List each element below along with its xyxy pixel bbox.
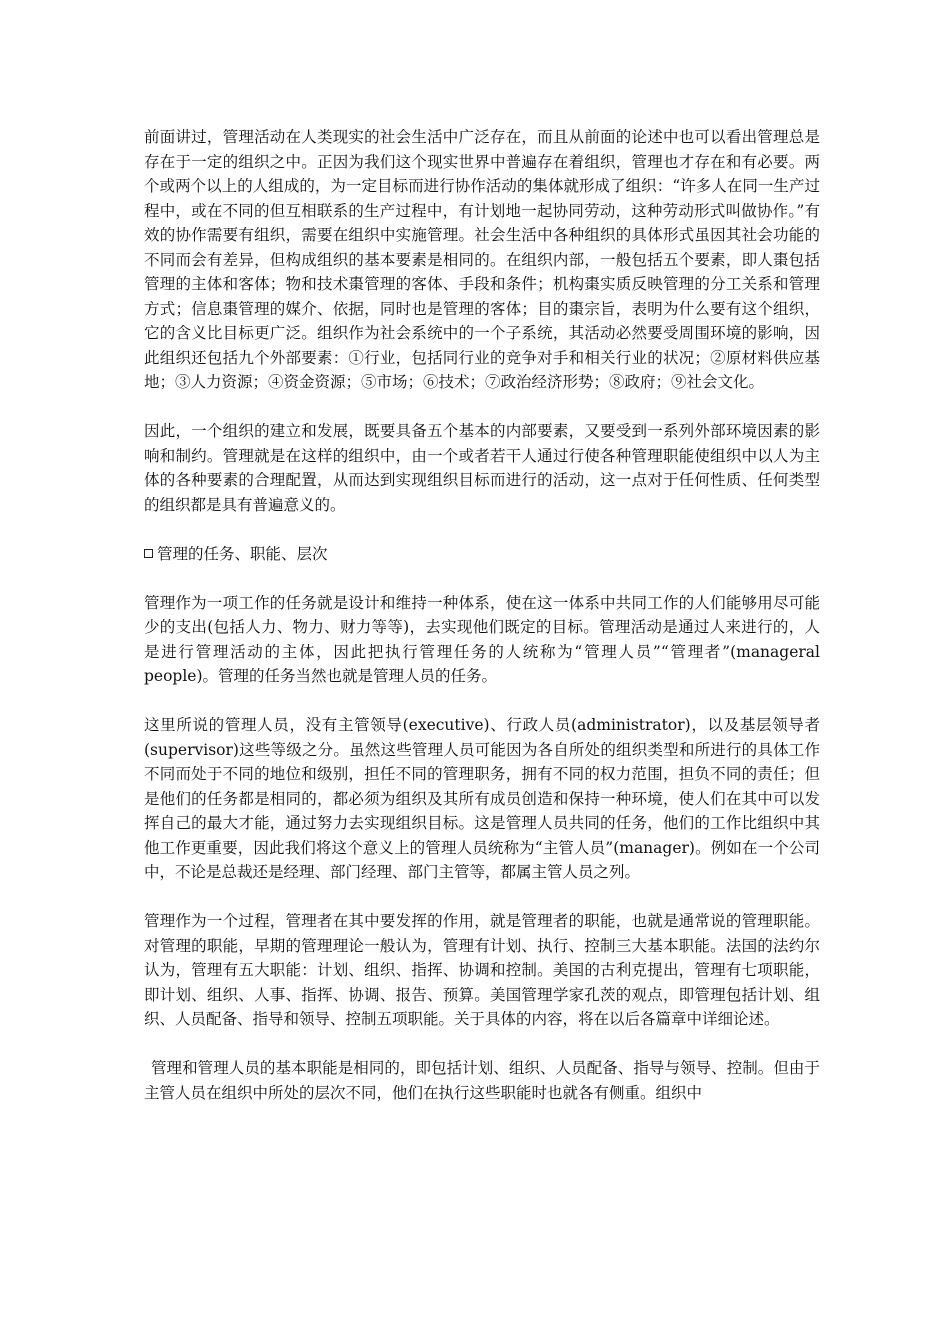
paragraph-organization-management: 因此，一个组织的建立和发展，既要具备五个基本的内部要素，又要受到一系列外部环境因素的影响和制约。管理就是在这样的组织中，由一个或者若干人通过行使各种管理职能使组织中以人为主体的各种要素的合理配置，从而达到实现组织目标而进行的活动，这一点对于任何性质、任何类型的组织都是具有普遍意义的。 xyxy=(144,422,820,514)
document-body xyxy=(144,125,820,1130)
paragraph-organization-elements: 前面讲过，管理活动在人类现实的社会生活中广泛存在，而且从前面的论述中也可以看出管理总是存在于一定的组织之中。正因为我们这个现实世界中普遍存在着组织，管理也才存在和有必要。两个或两个以上的人组成的，为一定目标而进行协作活动的集体就形成了组织：“许多人在同一生产过程中，或在不同的但互相联系的生产过程中，有计划地一起协同劳动，这种劳动形式叫做协作。”有效的协作需要有组织，需要在组织中实施管理。社会生活中各种组织的具体形式虽因其社会功能的不同而会有差异，但构成组织的基本要素是相同的。在组织内部，一般包括五个要素，即人棗包括管理的主体和客体；物和技术棗管理的客体、手段和条件；机构棗实质反映管理的分工关系和管理方式；信息棗管理的媒介、依据，同时也是管理的客体；目的棗宗旨，表明为什么要有这个组织，它的含义比目标更广泛。组织作为社会系统中的一个子系统，其活动必然要受周围环境的影响，因此组织还包括九个外部要素：①行业，包括同行业的竞争对手和相关行业的状况；②原材料供应基地；③人力资源；④资金资源；⑤市场；⑥技术；⑦政治经济形势；⑧政府；⑨社会文化。 xyxy=(144,128,820,391)
paragraph-management-tasks: 管理作为一项工作的任务就是设计和维持一种体系，使在这一体系中共同工作的人们能够用尽可能少的支出(包括人力、物力、财力等等)，去实现他们既定的目标。管理活动是通过人来进行的，人是进行管理活动的主体，因此把执行管理任务的人统称为“管理人员”“管理者”(manageral people)。管理的任务当然也就是管理人员的任务。 xyxy=(144,593,820,685)
paragraph-managers: 这里所说的管理人员，没有主管领导(executive)、行政人员(administrator)，以及基层领导者(supervisor)这些等级之分。虽然这些管理人员可能因为各自所处的组织类型和所进行的具体工作不同而处于不同的地位和级别，担任不同的管理职务，拥有不同的权力范围，担负不同的责任；但是他们的任务都是相同的，都必须为组织及其所有成员创造和保持一种环境，使人们在其中可以发挥自己的最大才能，通过努力去实现组织目标。这是管理人员共同的任务，他们的工作比组织中其他工作更重要，因此我们将这个意义上的管理人员统称为“主管人员”(manager)。例如在一个公司中，不论是总裁还是经理、部门经理、部门主管等，都属主管人员之列。 xyxy=(144,716,820,881)
section-heading-text: 管理的任务、职能、层次 xyxy=(157,544,328,563)
paragraph-management-functions: 管理作为一个过程，管理者在其中要发挥的作用，就是管理者的职能，也就是通常说的管理职能。对管理的职能，早期的管理理论一般认为，管理有计划、执行、控制三大基本职能。法国的法约尔认为，管理有五大职能：计划、组织、指挥、协调和控制。美国的古利克提出，管理有七项职能，即计划、组织、人事、指挥、协调、报告、预算。美国管理学家孔茨的观点，即管理包括计划、组织、人员配备、指导和领导、控制五项职能。关于具体的内容，将在以后各篇章中详细论述。 xyxy=(144,912,820,1028)
checkbox-square-icon xyxy=(144,549,153,558)
paragraph-management-levels: 管理和管理人员的基本职能是相同的，即包括计划、组织、人员配备、指导与领导、控制。但由于主管人员在组织中所处的层次不同，他们在执行这些职能时也就各有侧重。组织中 xyxy=(144,1059,820,1102)
section-heading xyxy=(144,542,820,567)
